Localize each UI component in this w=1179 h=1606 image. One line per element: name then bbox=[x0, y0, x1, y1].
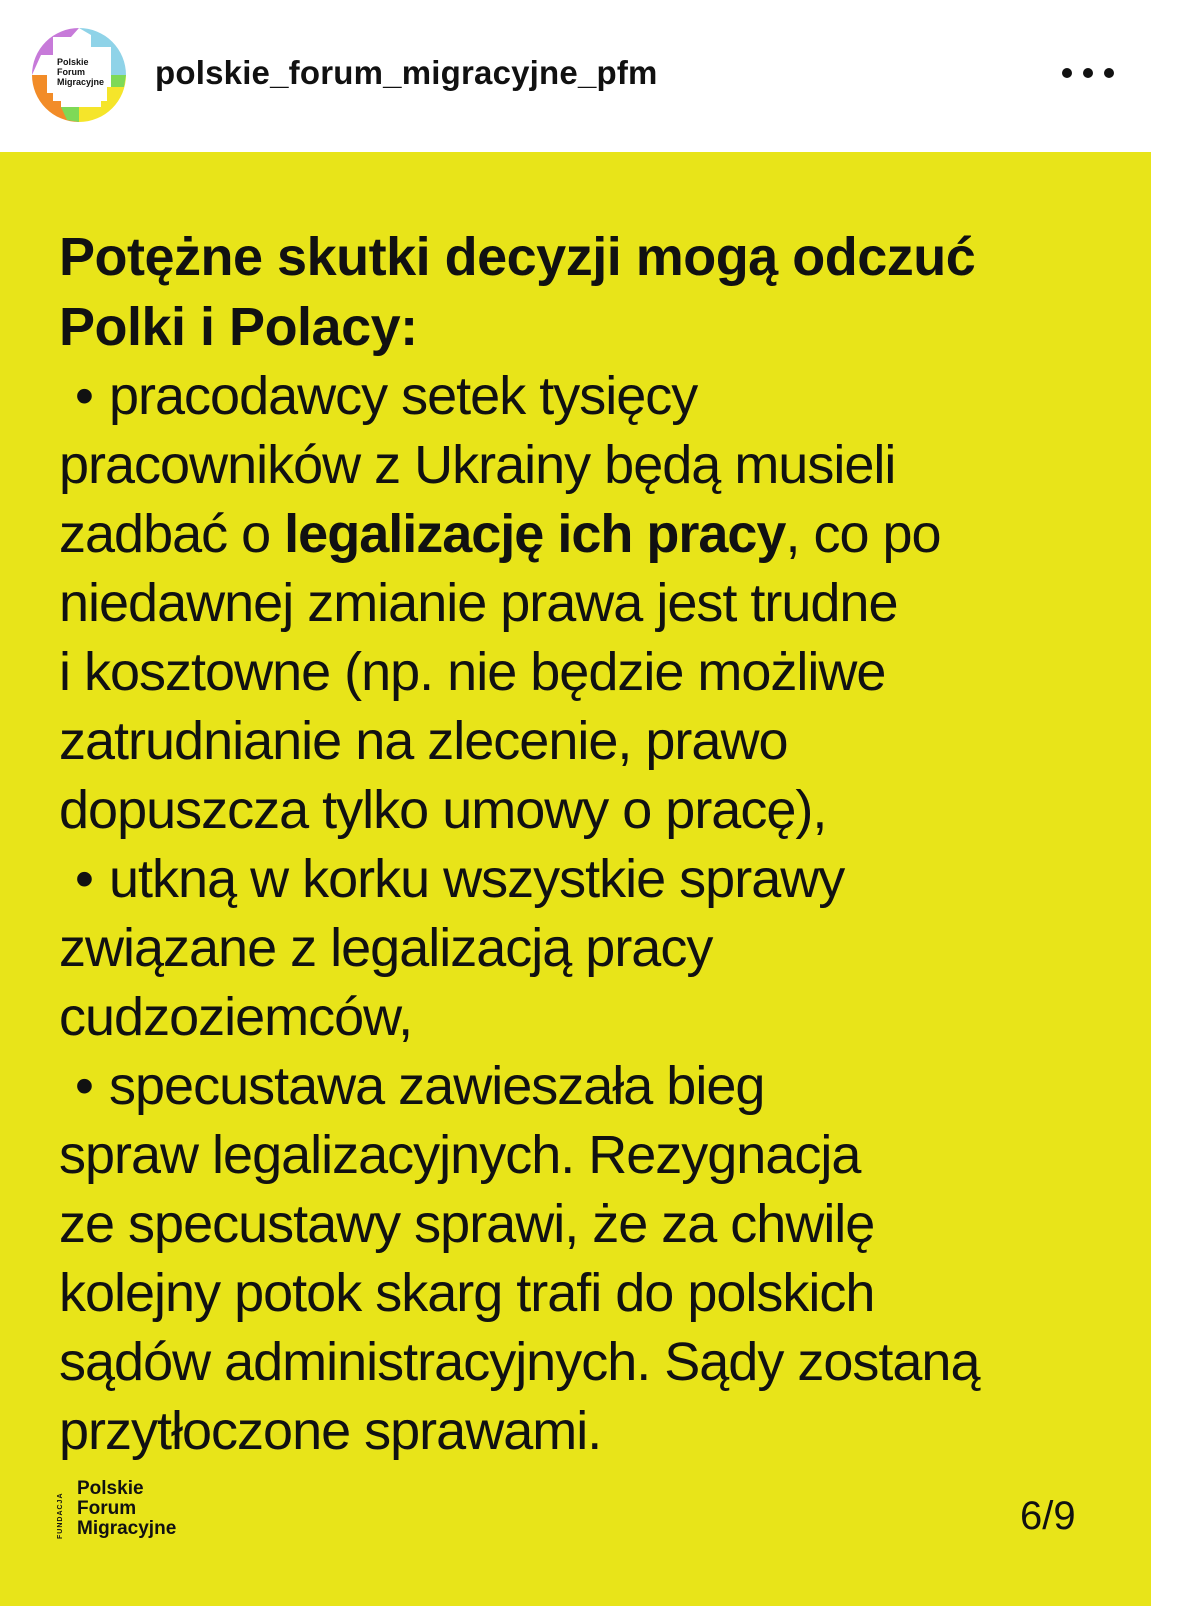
avatar-line: Migracyjne bbox=[57, 77, 105, 87]
text-line: dopuszcza tylko umowy o pracę), bbox=[59, 780, 827, 840]
text-line: i kosztowne (np. nie będzie możliwe bbox=[59, 642, 886, 702]
text-line: cudzoziemców, bbox=[59, 987, 413, 1047]
text-line: kolejny potok skarg trafi do polskich bbox=[59, 1263, 875, 1323]
heading-line: Potężne skutki decyzji mogą odczuć bbox=[59, 227, 976, 287]
bullet-item bbox=[59, 362, 1129, 845]
bullet-item bbox=[59, 845, 1129, 1052]
profile-avatar[interactable] bbox=[31, 27, 127, 123]
logo-vertical-label: FUNDACJA bbox=[57, 1492, 64, 1539]
logo-line: Migracyjne bbox=[77, 1518, 177, 1539]
avatar-line: Polskie bbox=[57, 57, 89, 67]
dot bbox=[1083, 68, 1093, 78]
text-line: niedawnej zmianie prawa jest trudne bbox=[59, 573, 898, 633]
text-line: pracowników z Ukrainy będą musieli bbox=[59, 435, 896, 495]
avatar-line: Forum bbox=[57, 67, 85, 77]
more-options-icon[interactable] bbox=[1062, 60, 1114, 86]
text-line: sądów administracyjnych. Sądy zostaną bbox=[59, 1332, 980, 1392]
post-body bbox=[59, 362, 1129, 1466]
text-line: zadbać o bbox=[59, 504, 285, 564]
text-line: specustawa zawieszała bieg bbox=[109, 1056, 765, 1116]
text-line: ze specustawy sprawi, że za chwilę bbox=[59, 1194, 875, 1254]
text-line: utkną w korku wszystkie sprawy bbox=[109, 849, 845, 909]
logo-line: Forum bbox=[77, 1498, 137, 1519]
dot bbox=[1062, 68, 1072, 78]
text-line: związane z legalizacją pracy bbox=[59, 918, 713, 978]
bullet-icon: • bbox=[75, 849, 93, 909]
heading-line: Polki i Polacy: bbox=[59, 297, 418, 357]
avatar-text bbox=[57, 57, 117, 87]
logo-line: Polskie bbox=[77, 1478, 144, 1499]
dot bbox=[1104, 68, 1114, 78]
bullet-icon: • bbox=[75, 1056, 93, 1116]
text-line: pracodawcy setek tysięcy bbox=[109, 366, 698, 426]
bullet-item bbox=[59, 1052, 1129, 1466]
text-line: przytłoczone sprawami. bbox=[59, 1401, 602, 1461]
bullet-icon: • bbox=[75, 366, 93, 426]
post-heading bbox=[59, 222, 1119, 362]
text-line: zatrudnianie na zlecenie, prawo bbox=[59, 711, 788, 771]
post-header bbox=[0, 0, 1179, 152]
text-line: spraw legalizacyjnych. Rezygnacja bbox=[59, 1125, 861, 1185]
post-image bbox=[0, 152, 1151, 1606]
logo-text bbox=[77, 1479, 217, 1539]
bold-text: legalizację ich pracy bbox=[284, 504, 786, 564]
username-link[interactable]: polskie_forum_migracyjne_pfm bbox=[155, 54, 658, 91]
page-counter: 6/9 bbox=[1020, 1494, 1076, 1538]
text-line: , co po bbox=[785, 504, 941, 564]
